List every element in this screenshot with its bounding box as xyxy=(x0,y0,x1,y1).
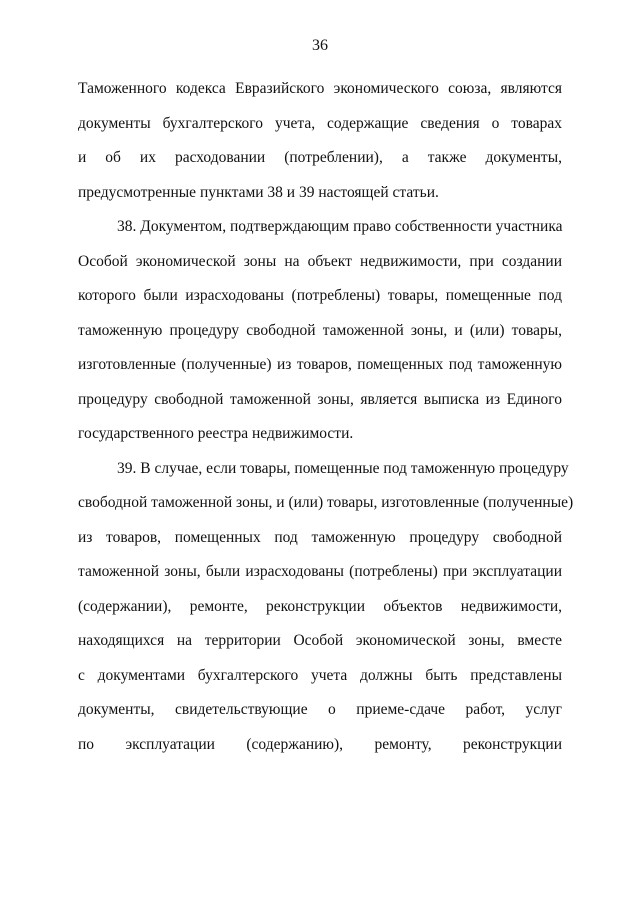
paragraph-38-start: 38. Документом, подтверждающим право собственности участника xyxy=(117,218,563,235)
text-line: (содержании), ремонте, реконструкции объектов недвижимости, xyxy=(78,597,562,615)
text-line: из товаров, помещенных под таможенную процедуру свободной xyxy=(78,528,562,546)
document-body xyxy=(78,72,574,762)
text-line: находящихся на территории Особой экономической зоны, вместе xyxy=(78,632,562,649)
text-line: Особой экономической зоны на объект недвижимости, при создании xyxy=(78,252,562,270)
text-line: процедуру свободной таможенной зоны, является выписка из Единого xyxy=(78,390,562,408)
page-number: 36 xyxy=(312,37,328,54)
text-line: по эксплуатации (содержанию), ремонту, реконструкции xyxy=(78,735,562,753)
text-line: государственного реестра недвижимости. xyxy=(78,425,354,442)
text-line: документы, свидетельствующие о приеме-сдаче работ, услуг xyxy=(78,701,562,718)
text-line: с документами бухгалтерского учета должны быть представлены xyxy=(78,666,562,684)
text-line: свободной таможенной зоны, и (или) товары, изготовленные (полученные) xyxy=(78,494,574,511)
text-line: таможенную процедуру свободной таможенной зоны, и (или) товары, xyxy=(78,321,562,339)
text-line: изготовленные (полученные) из товаров, помещенных под таможенную xyxy=(78,356,562,373)
text-line: таможенной зоны, были израсходованы (потреблены) при эксплуатации xyxy=(78,563,562,580)
text-line: документы бухгалтерского учета, содержащие сведения о товарах xyxy=(78,114,562,132)
text-line: которого были израсходованы (потреблены) товары, помещенные под xyxy=(78,287,562,304)
paragraph-39-start: 39. В случае, если товары, помещенные под таможенную процедуру xyxy=(117,459,569,477)
text-line: предусмотренные пунктами 38 и 39 настоящей статьи. xyxy=(78,183,439,201)
text-line: Таможенного кодекса Евразийского экономического союза, являются xyxy=(78,80,562,97)
text-line: и об их расходовании (потреблении), а также документы, xyxy=(78,149,562,166)
